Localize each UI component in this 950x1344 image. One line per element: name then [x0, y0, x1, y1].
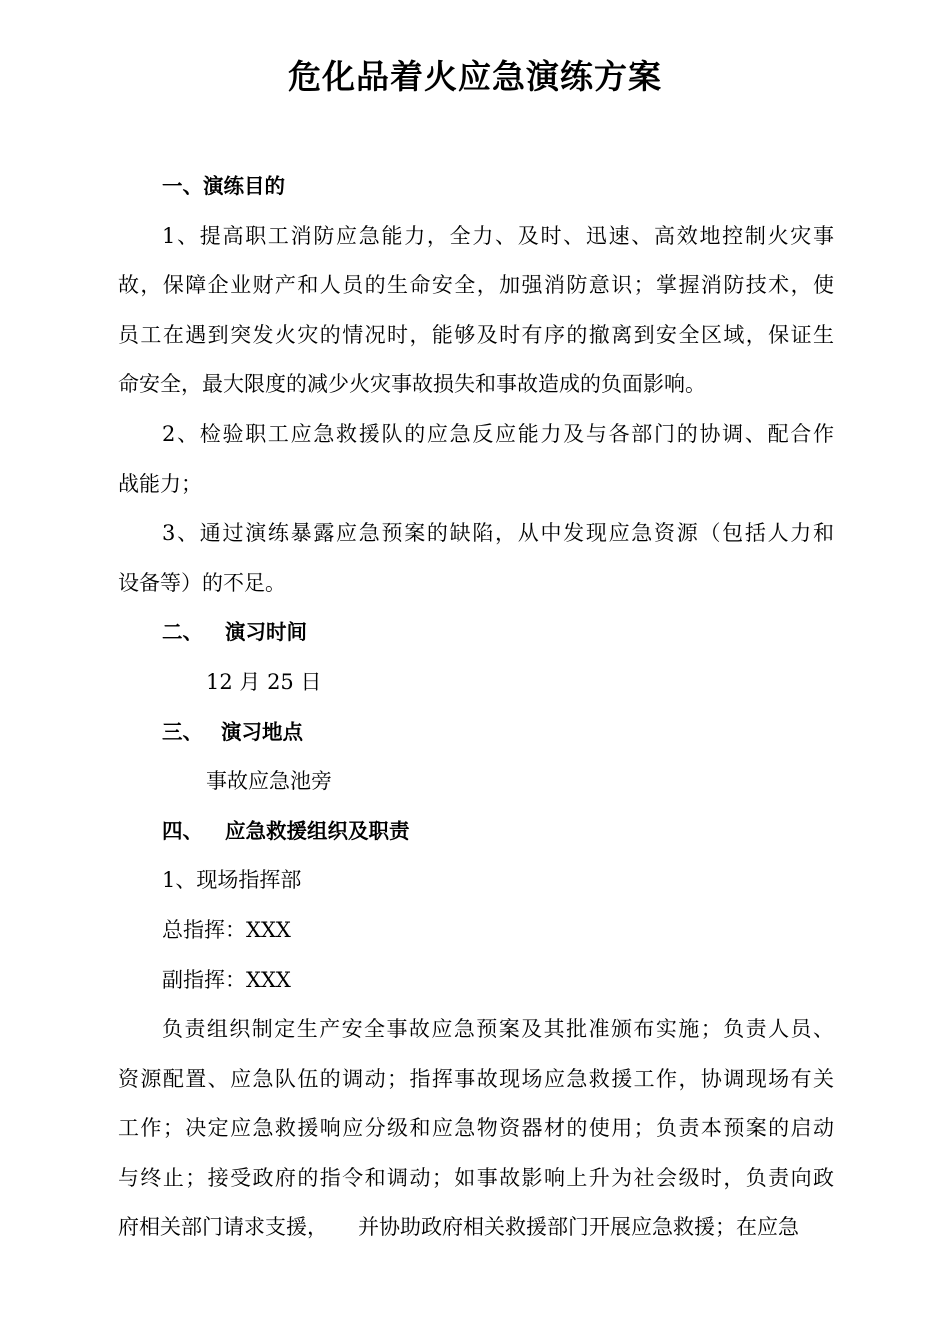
paragraph-line: 员工在遇到突发火灾的情况时，能够及时有序的撤离到安全区域，保证生	[118, 322, 834, 347]
paragraph-line: 1、提高职工消防应急能力，全力、及时、迅速、高效地控制火灾事	[162, 223, 834, 248]
section-2-heading	[118, 608, 834, 658]
paragraph-line-part: 并协助政府相关救援部门开展应急救援；在应急	[358, 1215, 799, 1240]
section-3-heading	[118, 708, 834, 758]
section-3-number: 三、	[162, 719, 203, 744]
chief-commander: 总指挥：XXX	[162, 917, 291, 942]
section-2-title: 演习时间	[225, 620, 307, 645]
paragraph-line: 设备等）的不足。	[118, 570, 286, 595]
deputy-commander: 副指挥：XXX	[162, 967, 291, 992]
paragraph-line: 负责组织制定生产安全事故应急预案及其批准颁布实施；负责人员、	[162, 1017, 834, 1042]
section-2-number: 二、	[162, 620, 203, 645]
drill-date: 12 月 25 日	[206, 669, 322, 694]
drill-location: 事故应急池旁	[206, 769, 332, 794]
document-title: 危化品着火应急演练方案	[288, 57, 662, 96]
paragraph-line: 故，保障企业财产和人员的生命安全，加强消防意识；掌握消防技术，使	[118, 273, 834, 298]
paragraph-line: 2、检验职工应急救援队的应急反应能力及与各部门的协调、配合作	[162, 421, 834, 446]
paragraph-line	[118, 1203, 834, 1253]
section-1-heading: 一、演练目的	[162, 174, 285, 198]
section-4-heading	[118, 807, 834, 857]
section-4-title: 应急救援组织及职责	[225, 818, 410, 843]
section-3-title: 演习地点	[221, 719, 303, 744]
paragraph-line: 工作；决定应急救援响应分级和应急物资器材的使用；负责本预案的启动	[118, 1116, 834, 1141]
paragraph-line-part: 府相关部门请求支援，	[118, 1215, 328, 1240]
paragraph-line: 战能力；	[118, 471, 202, 496]
paragraph-line: 资源配置、应急队伍的调动；指挥事故现场应急救援工作，协调现场有关	[118, 1066, 834, 1091]
paragraph-line: 3、通过演练暴露应急预案的缺陷，从中发现应急资源（包括人力和	[162, 521, 834, 546]
subsection-title: 1、现场指挥部	[162, 868, 302, 893]
paragraph-line: 命安全，最大限度的减少火灾事故损失和事故造成的负面影响。	[118, 372, 706, 397]
document-body	[118, 162, 834, 1253]
section-4-number: 四、	[162, 818, 203, 843]
paragraph-line: 与终止；接受政府的指令和调动；如事故影响上升为社会级时，负责向政	[118, 1165, 834, 1190]
